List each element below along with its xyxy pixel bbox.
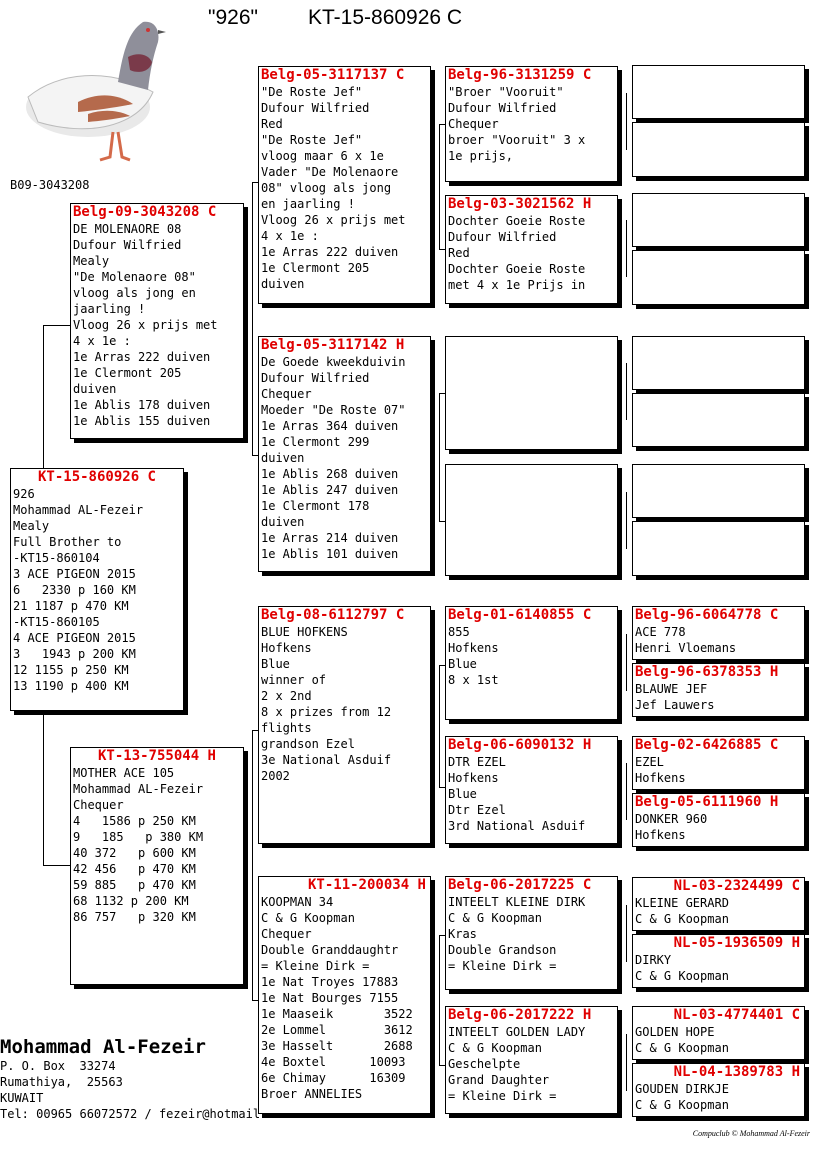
info-line: C & G Koopman: [635, 969, 729, 983]
owner-address-line: KUWAIT: [0, 1091, 44, 1105]
info-line: KLEINE GERARD: [635, 896, 729, 910]
info-line: 1e Nat Bourges 7155: [261, 991, 399, 1005]
gen4-card[interactable]: [632, 663, 805, 717]
ring-number: Belg-05-3117137 C: [261, 67, 405, 83]
info-line: INTEELT GOLDEN LADY: [448, 1025, 586, 1039]
info-line: 1e prijs,: [448, 149, 514, 163]
info-line: 1e Arras 364 duiven: [261, 419, 399, 433]
info-line: 59 885 p 470 KM: [73, 878, 196, 892]
dam-sire-card[interactable]: [258, 606, 431, 844]
gen4-card[interactable]: [632, 606, 805, 660]
info-line: duiven: [261, 515, 305, 529]
info-line: Henri Vloemans: [635, 641, 737, 655]
info-line: 08" vloog als jong: [261, 181, 392, 195]
info-line: 3rd National Asduif: [448, 819, 586, 833]
info-line: Hofkens: [635, 771, 686, 785]
gen4-card[interactable]: [632, 934, 805, 988]
subject-card[interactable]: [10, 468, 184, 711]
info-line: 1e Clermont 205: [73, 366, 182, 380]
info-line: Moeder "De Roste 07": [261, 403, 406, 417]
info-line: grandson Ezel: [261, 737, 355, 751]
info-line: 1e Arras 222 duiven: [73, 350, 211, 364]
dd-dam-card[interactable]: [445, 1006, 618, 1114]
info-line: "De Roste Jef": [261, 133, 363, 147]
info-line: Blue: [448, 787, 477, 801]
gen4-empty-card[interactable]: [632, 122, 805, 177]
pigeon-ring-title: KT-15-860926 C: [308, 6, 463, 29]
info-line: Blue: [448, 657, 477, 671]
info-line: 1e Ablis 247 duiven: [261, 483, 399, 497]
ds-dam-card[interactable]: [445, 736, 618, 844]
info-line: 12 1155 p 250 KM: [13, 663, 129, 677]
info-line: 6 2330 p 160 KM: [13, 583, 136, 597]
dd-sire-card[interactable]: [445, 876, 618, 990]
ring-number: NL-04-1389783 H: [673, 1064, 800, 1080]
pigeon-photo: [18, 12, 168, 167]
info-line: jaarling !: [73, 302, 146, 316]
ss-sire-card[interactable]: [445, 66, 618, 182]
info-line: duiven: [73, 382, 117, 396]
ring-number: NL-03-2324499 C: [673, 878, 800, 894]
info-line: GOUDEN DIRKJE: [635, 1082, 729, 1096]
info-line: C & G Koopman: [635, 1041, 729, 1055]
ring-number: Belg-06-2017222 H: [448, 1007, 592, 1023]
info-line: Mohammad AL-Fezeir: [13, 503, 144, 517]
ring-number: Belg-96-6378353 H: [635, 664, 779, 680]
info-line: "De Roste Jef": [261, 85, 363, 99]
ring-number: KT-15-860926 C: [37, 469, 156, 485]
gen4-card[interactable]: [632, 736, 805, 790]
info-line: DONKER 960: [635, 812, 708, 826]
info-line: Mohammad AL-Fezeir: [73, 782, 204, 796]
info-line: Double Grandson: [448, 943, 557, 957]
info-line: Geschelpte: [448, 1057, 521, 1071]
info-line: EZEL: [635, 755, 664, 769]
info-line: 1e Clermont 299: [261, 435, 370, 449]
info-line: C & G Koopman: [448, 1041, 542, 1055]
info-line: ACE 778: [635, 625, 686, 639]
info-line: DE MOLENAORE 08: [73, 222, 182, 236]
ring-number: Belg-96-3131259 C: [448, 67, 592, 83]
info-line: 4 ACE PIGEON 2015: [13, 631, 136, 645]
info-line: Grand Daughter: [448, 1073, 550, 1087]
info-line: 13 1190 p 400 KM: [13, 679, 129, 693]
info-line: "De Molenaore 08": [73, 270, 196, 284]
info-line: Hofkens: [261, 641, 312, 655]
owner-address-line: Rumathiya, 25563: [0, 1075, 123, 1089]
ring-number: Belg-05-6111960 H: [635, 794, 779, 810]
info-line: 1e Ablis 268 duiven: [261, 467, 399, 481]
ring-number: NL-03-4774401 C: [673, 1007, 800, 1023]
info-line: Hofkens: [448, 641, 499, 655]
gen4-card[interactable]: [632, 1006, 805, 1060]
gen4-empty-card[interactable]: [632, 393, 805, 447]
info-line: = Kleine Dirk =: [261, 959, 370, 973]
info-line: 1e Arras 222 duiven: [261, 245, 399, 259]
info-line: DTR EZEL: [448, 755, 506, 769]
ring-number: Belg-08-6112797 C: [261, 607, 405, 623]
info-line: 40 372 p 600 KM: [73, 846, 196, 860]
sire-sire-card[interactable]: [258, 66, 431, 304]
gen4-empty-card[interactable]: [632, 464, 805, 518]
info-line: 1e Ablis 178 duiven: [73, 398, 211, 412]
info-line: Dufour Wilfried: [448, 101, 557, 115]
info-line: 8 x 1st: [448, 673, 499, 687]
ring-number: Belg-06-2017225 C: [448, 877, 592, 893]
info-line: flights: [261, 721, 312, 735]
owner-block: [0, 1036, 267, 1122]
gen4-card[interactable]: [632, 877, 805, 931]
info-line: 855: [448, 625, 470, 639]
info-line: vloog maar 6 x 1e: [261, 149, 384, 163]
info-line: De Goede kweekduivin: [261, 355, 406, 369]
sire-card[interactable]: [70, 203, 244, 439]
ring-number: KT-13-755044 H: [97, 748, 216, 764]
info-line: met 4 x 1e Prijs in: [448, 278, 586, 292]
ring-number: NL-05-1936509 H: [673, 935, 800, 951]
info-line: broer "Vooruit" 3 x: [448, 133, 586, 147]
info-line: Dufour Wilfried: [261, 371, 370, 385]
gen4-empty-card[interactable]: [632, 521, 805, 576]
info-line: winner of: [261, 673, 327, 687]
info-line: Chequer: [261, 927, 312, 941]
info-line: Dufour Wilfried: [73, 238, 182, 252]
info-line: 1e Ablis 101 duiven: [261, 547, 399, 561]
info-line: 4 x 1e :: [73, 334, 131, 348]
sd-dam-card[interactable]: [445, 464, 618, 576]
info-line: vloog als jong en: [73, 286, 196, 300]
info-line: Red: [448, 246, 470, 260]
info-line: C & G Koopman: [635, 1098, 729, 1112]
gen4-card[interactable]: [632, 1063, 805, 1117]
owner-address-line: P. O. Box 33274: [0, 1059, 116, 1073]
ring-number: KT-11-200034 H: [307, 877, 426, 893]
info-line: Broer ANNELIES: [261, 1087, 363, 1101]
info-line: 1e Maaseik 3522: [261, 1007, 413, 1021]
info-line: Dufour Wilfried: [448, 230, 557, 244]
info-line: duiven: [261, 277, 305, 291]
info-line: Vloog 26 x prijs met: [73, 318, 218, 332]
info-line: 1e Clermont 178: [261, 499, 370, 513]
info-line: Dochter Goeie Roste: [448, 262, 586, 276]
info-line: 3e National Asduif: [261, 753, 392, 767]
info-line: 9 185 p 380 KM: [73, 830, 204, 844]
info-line: 4e Boxtel 10093: [261, 1055, 406, 1069]
owner-name: Mohammad Al-Fezeir: [0, 1036, 206, 1058]
ring-number: Belg-06-6090132 H: [448, 737, 592, 753]
info-line: MOTHER ACE 105: [73, 766, 175, 780]
ring-number: Belg-05-3117142 H: [261, 337, 405, 353]
info-line: Kras: [448, 927, 477, 941]
ring-number: Belg-96-6064778 C: [635, 607, 779, 623]
info-line: C & G Koopman: [448, 911, 542, 925]
info-line: = Kleine Dirk =: [448, 1089, 557, 1103]
info-line: Full Brother to: [13, 535, 122, 549]
pigeon-name-title: "926": [208, 6, 258, 29]
info-line: 3 ACE PIGEON 2015: [13, 567, 136, 581]
info-line: Mealy: [13, 519, 50, 533]
info-line: -KT15-860104: [13, 551, 100, 565]
dam-dam-card[interactable]: [258, 876, 431, 1114]
info-line: 2 x 2nd: [261, 689, 312, 703]
info-line: 2002: [261, 769, 290, 783]
info-line: Dufour Wilfried: [261, 101, 370, 115]
ds-sire-card[interactable]: [445, 606, 618, 720]
info-line: 1e Clermont 205: [261, 261, 370, 275]
gen4-card[interactable]: [632, 793, 805, 847]
info-line: 4 x 1e :: [261, 229, 319, 243]
info-line: 86 757 p 320 KM: [73, 910, 196, 924]
ring-number: Belg-01-6140855 C: [448, 607, 592, 623]
info-line: Chequer: [448, 117, 499, 131]
info-line: KOOPMAN 34: [261, 895, 334, 909]
info-line: = Kleine Dirk =: [448, 959, 557, 973]
info-line: 8 x prizes from 12: [261, 705, 392, 719]
info-line: Double Granddaughtr: [261, 943, 399, 957]
info-line: 1e Nat Troyes 17883: [261, 975, 399, 989]
owner-contact-line: Tel: 00965 66072572 / fezeir@hotmail.: [0, 1107, 268, 1121]
gen4-empty-card[interactable]: [632, 250, 805, 305]
info-line: Chequer: [73, 798, 124, 812]
info-line: BLAUWE JEF: [635, 682, 708, 696]
info-line: 68 1132 p 200 KM: [73, 894, 189, 908]
info-line: 1e Arras 214 duiven: [261, 531, 399, 545]
info-line: C & G Koopman: [261, 911, 355, 925]
info-line: Jef Lauwers: [635, 698, 715, 712]
gen4-empty-card[interactable]: [632, 65, 805, 119]
ring-number: Belg-09-3043208 C: [73, 204, 217, 220]
ring-number: Belg-03-3021562 H: [448, 196, 592, 212]
info-line: 21 1187 p 470 KM: [13, 599, 129, 613]
info-line: Dochter Goeie Roste: [448, 214, 586, 228]
sire-dam-card[interactable]: [258, 336, 431, 572]
info-line: Vader "De Molenaore: [261, 165, 399, 179]
info-line: en jaarling !: [261, 197, 355, 211]
gen4-empty-card[interactable]: [632, 193, 805, 247]
info-line: INTEELT KLEINE DIRK: [448, 895, 586, 909]
info-line: C & G Koopman: [635, 912, 729, 926]
info-line: Chequer: [261, 387, 312, 401]
info-line: 3e Hasselt 2688: [261, 1039, 413, 1053]
info-line: Red: [261, 117, 283, 131]
info-line: "Broer "Vooruit": [448, 85, 564, 99]
info-line: Mealy: [73, 254, 110, 268]
info-line: 6e Chimay 16309: [261, 1071, 406, 1085]
info-line: Hofkens: [448, 771, 499, 785]
info-line: 1e Ablis 155 duiven: [73, 414, 211, 428]
sd-sire-card[interactable]: [445, 336, 618, 450]
gen4-empty-card[interactable]: [632, 336, 805, 390]
info-line: Hofkens: [635, 828, 686, 842]
info-line: Dtr Ezel: [448, 803, 506, 817]
info-line: -KT15-860105: [13, 615, 100, 629]
ss-dam-card[interactable]: [445, 195, 618, 304]
ring-number: Belg-02-6426885 C: [635, 737, 779, 753]
info-line: DIRKY: [635, 953, 672, 967]
photo-caption: B09-3043208: [10, 178, 90, 192]
info-line: Blue: [261, 657, 290, 671]
info-line: duiven: [261, 451, 305, 465]
info-line: 926: [13, 487, 35, 501]
info-line: 2e Lommel 3612: [261, 1023, 413, 1037]
info-line: 3 1943 p 200 KM: [13, 647, 136, 661]
info-line: 4 1586 p 250 KM: [73, 814, 196, 828]
info-line: BLUE HOFKENS: [261, 625, 348, 639]
footer-credit: Compuclub © Mohammad Al-Fezeir: [692, 1129, 810, 1138]
info-line: 42 456 p 470 KM: [73, 862, 196, 876]
info-line: GOLDEN HOPE: [635, 1025, 715, 1039]
dam-card[interactable]: [70, 747, 244, 985]
info-line: Vloog 26 x prijs met: [261, 213, 406, 227]
